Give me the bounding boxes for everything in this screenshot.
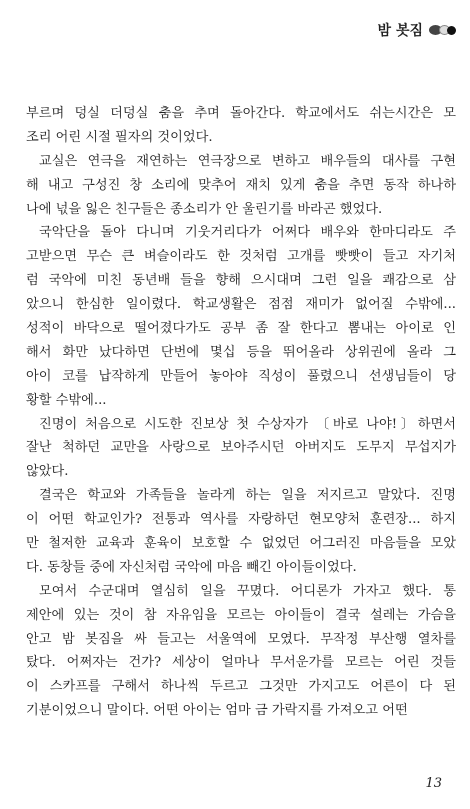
text-line: 모여서 수군대며 열심히 일을 꾸몄다. 어디론가 가자고 했다. 통 bbox=[39, 583, 456, 599]
paragraph bbox=[26, 102, 456, 150]
black-dot-icon bbox=[447, 26, 456, 35]
text-line: 않았다. bbox=[26, 464, 69, 480]
body-text bbox=[26, 102, 456, 723]
text-line: 탔다. 어쩌자는 건가? 세상이 얼마나 무서운가를 모르는 어린 것들 bbox=[26, 655, 456, 671]
text-line: 교실은 연극을 재연하는 연극장으로 변하고 배우들의 대사를 구현 bbox=[39, 153, 456, 169]
text-line: 아이 코를 납작하게 만들어 놓아야 직성이 풀렸으니 선생님들이 당 bbox=[26, 368, 456, 384]
text-line: 제안에 있는 것이 참 자유임을 모르는 아이들이 결국 설레는 가슴을 bbox=[26, 607, 456, 623]
chapter-title: 밤 봇짐 bbox=[377, 23, 423, 39]
text-line: 럼 국악에 미친 동년배 들을 향해 으시대며 그런 일을 쾌감으로 삼 bbox=[26, 273, 456, 289]
text-line: 다. 동창들 중에 자신처럼 국악에 마음 빼긴 아이들이었다. bbox=[26, 559, 357, 575]
text-line: 이 스카프를 구해서 하나씩 두르고 그것만 가지고도 어른이 다 된 bbox=[26, 679, 456, 695]
text-line: 해 내고 구성진 창 소리에 맞추어 재치 있게 춤을 추면 동작 하나하 bbox=[26, 177, 456, 193]
text-line: 이 어떤 학교인가? 전통과 역사를 자랑하던 현모양처 훈련장... 하지 bbox=[26, 512, 456, 528]
text-line: 진명이 처음으로 시도한 진보상 첫 수상자가 〔바로 나야!〕하면서 bbox=[39, 416, 456, 432]
text-line: 안고 밤 봇짐을 싸 들고는 서울역에 모였다. 무작정 부산행 열차를 bbox=[26, 631, 456, 647]
page-number: 13 bbox=[425, 776, 442, 791]
text-line: 부르며 덩실 더덩실 춤을 추며 돌아간다. 학교에서도 쉬는시간은 모 bbox=[26, 106, 456, 121]
text-line: 조리 어린 시절 필자의 것이었다. bbox=[26, 129, 213, 145]
text-line: 결국은 학교와 가족들을 놀라게 하는 일을 저지르고 말았다. 진명 bbox=[39, 488, 456, 504]
text-line: 국악단을 돌아 다니며 기웃거리다가 어쩌다 배우와 한마디라도 주 bbox=[39, 225, 456, 241]
paragraph bbox=[26, 221, 456, 412]
paragraph bbox=[26, 413, 456, 485]
three-dots-ornament-icon bbox=[429, 25, 456, 35]
paragraph bbox=[26, 484, 456, 580]
running-header bbox=[378, 20, 456, 40]
paragraph bbox=[26, 580, 456, 723]
text-line: 황할 수밖에... bbox=[26, 392, 107, 408]
text-line: 기분이었으니 말이다. 어떤 아이는 엄마 금 가락지를 가져오고 어떤 bbox=[26, 703, 408, 719]
paragraph bbox=[26, 150, 456, 222]
text-line: 해서 화만 났다하면 단번에 몇십 등을 뛰어올라 상위권에 올라 그 bbox=[26, 344, 456, 360]
text-line: 성적이 바닥으로 떨어졌다가도 공부 좀 잘 한다고 뽐내는 아이로 인 bbox=[26, 321, 456, 337]
text-line: 았으니 한심한 일이렸다. 학교생활은 점점 재미가 없어질 수밖에... bbox=[26, 297, 456, 313]
text-line: 나에 넋을 잃은 친구들은 종소리가 안 울린기를 바라곤 했었다. bbox=[26, 201, 383, 217]
text-line: 잘난 척하던 교만을 사랑으로 보아주시던 아버지도 도무지 무섭지가 bbox=[26, 440, 456, 456]
text-line: 만 철저한 교육과 훈육이 보호할 수 없었던 어그러진 마음들을 모았 bbox=[26, 536, 456, 552]
text-line: 고받으면 무슨 큰 벼슬이라도 한 것처럼 고개를 빳빳이 들고 자기처 bbox=[26, 249, 456, 265]
